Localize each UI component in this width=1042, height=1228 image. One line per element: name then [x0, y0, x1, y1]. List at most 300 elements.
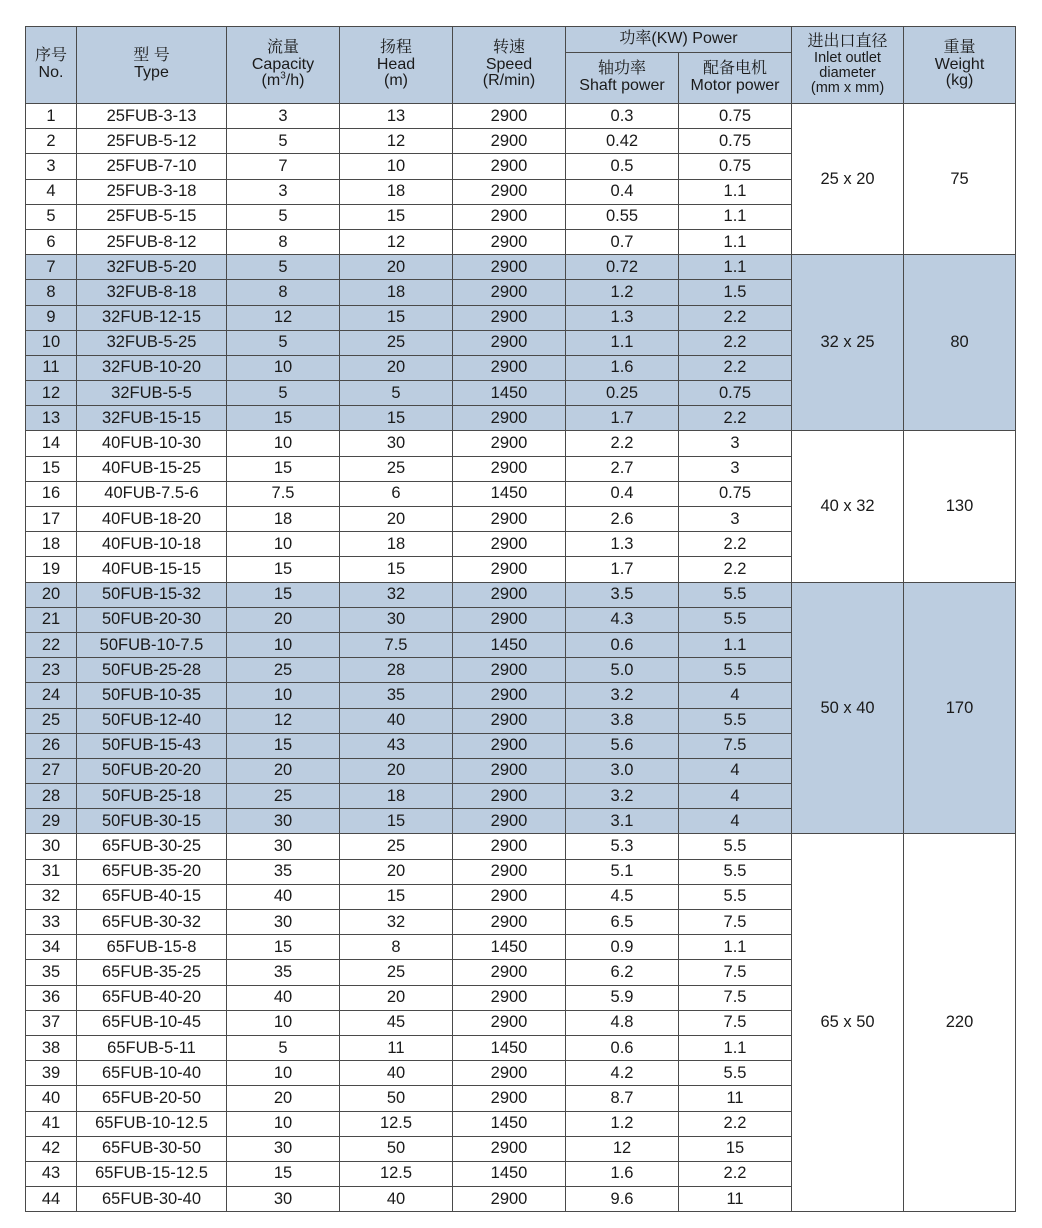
cell-motor-power: 5.5 — [679, 884, 792, 909]
cell-head: 40 — [340, 708, 453, 733]
cell-capacity: 40 — [227, 985, 340, 1010]
cell-speed: 1450 — [453, 632, 566, 657]
cell-shaft-power: 1.3 — [566, 532, 679, 557]
cell-shaft-power: 5.9 — [566, 985, 679, 1010]
cell-capacity: 10 — [227, 1111, 340, 1136]
cell-speed: 1450 — [453, 1111, 566, 1136]
cell-shaft-power: 0.4 — [566, 481, 679, 506]
cell-type: 65FUB-15-8 — [77, 935, 227, 960]
cell-speed: 2900 — [453, 456, 566, 481]
cell-speed: 2900 — [453, 532, 566, 557]
cell-capacity: 5 — [227, 255, 340, 280]
cell-speed: 2900 — [453, 330, 566, 355]
cell-motor-power: 7.5 — [679, 960, 792, 985]
cell-head: 28 — [340, 658, 453, 683]
cell-weight: 170 — [904, 582, 1016, 834]
cell-head: 50 — [340, 1086, 453, 1111]
cell-shaft-power: 2.6 — [566, 507, 679, 532]
cell-motor-power: 3 — [679, 431, 792, 456]
cell-head: 20 — [340, 507, 453, 532]
cell-speed: 2900 — [453, 229, 566, 254]
cell-shaft-power: 9.6 — [566, 1187, 679, 1212]
cell-capacity: 35 — [227, 859, 340, 884]
cell-motor-power: 4 — [679, 784, 792, 809]
cell-speed: 2900 — [453, 355, 566, 380]
cell-speed: 2900 — [453, 809, 566, 834]
cell-shaft-power: 0.3 — [566, 104, 679, 129]
cell-capacity: 20 — [227, 607, 340, 632]
cell-speed: 2900 — [453, 910, 566, 935]
cell-type: 32FUB-10-20 — [77, 355, 227, 380]
cell-no: 10 — [26, 330, 77, 355]
cell-shaft-power: 8.7 — [566, 1086, 679, 1111]
cell-capacity: 15 — [227, 1161, 340, 1186]
cell-speed: 2900 — [453, 758, 566, 783]
cell-capacity: 10 — [227, 632, 340, 657]
cell-capacity: 5 — [227, 1035, 340, 1060]
cell-shaft-power: 12 — [566, 1136, 679, 1161]
cell-type: 25FUB-8-12 — [77, 229, 227, 254]
cell-weight: 130 — [904, 431, 1016, 582]
cell-shaft-power: 2.7 — [566, 456, 679, 481]
cell-shaft-power: 0.9 — [566, 935, 679, 960]
cell-motor-power: 1.1 — [679, 204, 792, 229]
cell-capacity: 5 — [227, 330, 340, 355]
cell-speed: 2900 — [453, 507, 566, 532]
cell-type: 25FUB-5-12 — [77, 129, 227, 154]
cell-motor-power: 11 — [679, 1187, 792, 1212]
table-header — [26, 27, 1016, 104]
cell-head: 8 — [340, 935, 453, 960]
cell-no: 18 — [26, 532, 77, 557]
cell-type: 40FUB-10-18 — [77, 532, 227, 557]
cell-capacity: 3 — [227, 104, 340, 129]
cell-speed: 2900 — [453, 1086, 566, 1111]
cell-type: 65FUB-35-20 — [77, 859, 227, 884]
cell-speed: 2900 — [453, 658, 566, 683]
cell-head: 12.5 — [340, 1161, 453, 1186]
cell-speed: 2900 — [453, 557, 566, 582]
cell-no: 9 — [26, 305, 77, 330]
cell-type: 50FUB-30-15 — [77, 809, 227, 834]
cell-head: 30 — [340, 431, 453, 456]
cell-capacity: 30 — [227, 834, 340, 859]
cell-motor-power: 1.1 — [679, 935, 792, 960]
cell-shaft-power: 0.6 — [566, 1035, 679, 1060]
cell-head: 32 — [340, 910, 453, 935]
cell-capacity: 8 — [227, 280, 340, 305]
cell-capacity: 10 — [227, 1061, 340, 1086]
cell-motor-power: 1.1 — [679, 255, 792, 280]
cell-capacity: 10 — [227, 532, 340, 557]
cell-motor-power: 4 — [679, 758, 792, 783]
cell-speed: 2900 — [453, 305, 566, 330]
cell-head: 11 — [340, 1035, 453, 1060]
col-speed: 转速 Speed (R/min) — [453, 27, 566, 104]
cell-capacity: 15 — [227, 935, 340, 960]
cell-no: 29 — [26, 809, 77, 834]
cell-diameter: 65 x 50 — [792, 834, 904, 1212]
cell-shaft-power: 0.42 — [566, 129, 679, 154]
cell-shaft-power: 4.5 — [566, 884, 679, 909]
cell-head: 25 — [340, 330, 453, 355]
cell-speed: 2900 — [453, 280, 566, 305]
col-capacity: 流量 Capacity $(m^3/h)$ — [227, 27, 340, 104]
cell-motor-power: 7.5 — [679, 985, 792, 1010]
cell-capacity: 10 — [227, 1010, 340, 1035]
cell-type: 32FUB-5-5 — [77, 381, 227, 406]
cell-type: 32FUB-5-25 — [77, 330, 227, 355]
cell-shaft-power: 0.25 — [566, 381, 679, 406]
cell-motor-power: 5.5 — [679, 658, 792, 683]
cell-speed: 2900 — [453, 834, 566, 859]
cell-shaft-power: 3.2 — [566, 784, 679, 809]
cell-no: 40 — [26, 1086, 77, 1111]
table-row — [26, 834, 1016, 859]
cell-type: 40FUB-15-25 — [77, 456, 227, 481]
cell-motor-power: 3 — [679, 507, 792, 532]
cell-head: 6 — [340, 481, 453, 506]
cell-shaft-power: 0.6 — [566, 632, 679, 657]
cell-type: 32FUB-5-20 — [77, 255, 227, 280]
cell-speed: 2900 — [453, 708, 566, 733]
cell-head: 20 — [340, 859, 453, 884]
cell-head: 20 — [340, 985, 453, 1010]
cell-type: 32FUB-15-15 — [77, 406, 227, 431]
cell-shaft-power: 0.72 — [566, 255, 679, 280]
cell-shaft-power: 1.2 — [566, 280, 679, 305]
cell-motor-power: 4 — [679, 809, 792, 834]
cell-type: 50FUB-20-20 — [77, 758, 227, 783]
cell-no: 30 — [26, 834, 77, 859]
cell-motor-power: 11 — [679, 1086, 792, 1111]
cell-speed: 2900 — [453, 1010, 566, 1035]
cell-no: 20 — [26, 582, 77, 607]
cell-type: 25FUB-3-18 — [77, 179, 227, 204]
cell-type: 65FUB-5-11 — [77, 1035, 227, 1060]
cell-motor-power: 7.5 — [679, 910, 792, 935]
cell-shaft-power: 4.8 — [566, 1010, 679, 1035]
cell-motor-power: 0.75 — [679, 129, 792, 154]
cell-shaft-power: 6.5 — [566, 910, 679, 935]
cell-type: 65FUB-35-25 — [77, 960, 227, 985]
cell-motor-power: 0.75 — [679, 154, 792, 179]
cell-capacity: 40 — [227, 884, 340, 909]
cell-type: 65FUB-10-40 — [77, 1061, 227, 1086]
cell-motor-power: 2.2 — [679, 355, 792, 380]
cell-head: 18 — [340, 179, 453, 204]
cell-head: 25 — [340, 456, 453, 481]
cell-speed: 2900 — [453, 104, 566, 129]
cell-speed: 1450 — [453, 1035, 566, 1060]
cell-no: 39 — [26, 1061, 77, 1086]
cell-speed: 2900 — [453, 683, 566, 708]
table-row — [26, 582, 1016, 607]
cell-diameter: 50 x 40 — [792, 582, 904, 834]
cell-shaft-power: 3.1 — [566, 809, 679, 834]
cell-speed: 2900 — [453, 985, 566, 1010]
cell-no: 13 — [26, 406, 77, 431]
cell-no: 35 — [26, 960, 77, 985]
col-type: 型 号 Type — [77, 27, 227, 104]
cell-capacity: 15 — [227, 582, 340, 607]
cell-head: 10 — [340, 154, 453, 179]
cell-shaft-power: 4.2 — [566, 1061, 679, 1086]
cell-motor-power: 2.2 — [679, 305, 792, 330]
cell-no: 19 — [26, 557, 77, 582]
cell-motor-power: 5.5 — [679, 582, 792, 607]
cell-type: 32FUB-12-15 — [77, 305, 227, 330]
cell-motor-power: 15 — [679, 1136, 792, 1161]
cell-no: 44 — [26, 1187, 77, 1212]
cell-capacity: 25 — [227, 658, 340, 683]
cell-head: 30 — [340, 607, 453, 632]
cell-weight: 80 — [904, 255, 1016, 431]
cell-speed: 1450 — [453, 935, 566, 960]
cell-diameter: 40 x 32 — [792, 431, 904, 582]
cell-capacity: 35 — [227, 960, 340, 985]
col-motor-power: 配备电机 Motor power — [679, 53, 792, 104]
cell-head: 18 — [340, 280, 453, 305]
cell-motor-power: 0.75 — [679, 481, 792, 506]
cell-motor-power: 5.5 — [679, 708, 792, 733]
cell-capacity: 12 — [227, 305, 340, 330]
cell-speed: 1450 — [453, 481, 566, 506]
cell-no: 4 — [26, 179, 77, 204]
cell-shaft-power: 5.0 — [566, 658, 679, 683]
cell-no: 11 — [26, 355, 77, 380]
cell-no: 5 — [26, 204, 77, 229]
cell-no: 12 — [26, 381, 77, 406]
cell-head: 5 — [340, 381, 453, 406]
cell-capacity: 5 — [227, 129, 340, 154]
cell-no: 23 — [26, 658, 77, 683]
cell-type: 50FUB-10-7.5 — [77, 632, 227, 657]
cell-head: 35 — [340, 683, 453, 708]
cell-no: 28 — [26, 784, 77, 809]
cell-motor-power: 0.75 — [679, 381, 792, 406]
cell-motor-power: 7.5 — [679, 1010, 792, 1035]
cell-capacity: 15 — [227, 557, 340, 582]
cell-no: 25 — [26, 708, 77, 733]
cell-type: 65FUB-40-20 — [77, 985, 227, 1010]
cell-speed: 2900 — [453, 204, 566, 229]
cell-type: 50FUB-15-43 — [77, 733, 227, 758]
col-shaft-power: 轴功率 Shaft power — [566, 53, 679, 104]
cell-head: 45 — [340, 1010, 453, 1035]
cell-head: 13 — [340, 104, 453, 129]
cell-shaft-power: 1.6 — [566, 1161, 679, 1186]
cell-weight: 75 — [904, 104, 1016, 255]
cell-speed: 2900 — [453, 960, 566, 985]
cell-head: 50 — [340, 1136, 453, 1161]
cell-type: 50FUB-25-18 — [77, 784, 227, 809]
cell-head: 12.5 — [340, 1111, 453, 1136]
cell-speed: 2900 — [453, 154, 566, 179]
cell-motor-power: 2.2 — [679, 1111, 792, 1136]
cell-speed: 1450 — [453, 381, 566, 406]
cell-head: 40 — [340, 1061, 453, 1086]
cell-capacity: 12 — [227, 708, 340, 733]
cell-type: 50FUB-15-32 — [77, 582, 227, 607]
cell-motor-power: 0.75 — [679, 104, 792, 129]
cell-capacity: 15 — [227, 733, 340, 758]
cell-diameter: 25 x 20 — [792, 104, 904, 255]
cell-no: 15 — [26, 456, 77, 481]
cell-motor-power: 7.5 — [679, 733, 792, 758]
cell-head: 25 — [340, 834, 453, 859]
cell-motor-power: 2.2 — [679, 330, 792, 355]
cell-no: 37 — [26, 1010, 77, 1035]
cell-motor-power: 2.2 — [679, 557, 792, 582]
cell-no: 26 — [26, 733, 77, 758]
cell-no: 3 — [26, 154, 77, 179]
pump-spec-table — [25, 26, 1016, 1212]
cell-shaft-power: 3.0 — [566, 758, 679, 783]
cell-speed: 2900 — [453, 859, 566, 884]
cell-type: 65FUB-30-50 — [77, 1136, 227, 1161]
cell-speed: 2900 — [453, 129, 566, 154]
cell-shaft-power: 0.4 — [566, 179, 679, 204]
cell-head: 15 — [340, 305, 453, 330]
cell-speed: 2900 — [453, 1061, 566, 1086]
cell-speed: 2900 — [453, 1187, 566, 1212]
cell-type: 40FUB-10-30 — [77, 431, 227, 456]
cell-capacity: 30 — [227, 910, 340, 935]
cell-motor-power: 5.5 — [679, 834, 792, 859]
cell-motor-power: 3 — [679, 456, 792, 481]
cell-capacity: 5 — [227, 381, 340, 406]
cell-head: 12 — [340, 229, 453, 254]
cell-capacity: 10 — [227, 683, 340, 708]
cell-shaft-power: 1.7 — [566, 406, 679, 431]
cell-type: 65FUB-30-40 — [77, 1187, 227, 1212]
cell-capacity: 25 — [227, 784, 340, 809]
cell-capacity: 5 — [227, 204, 340, 229]
cell-type: 50FUB-25-28 — [77, 658, 227, 683]
cell-no: 36 — [26, 985, 77, 1010]
table-row — [26, 431, 1016, 456]
cell-motor-power: 5.5 — [679, 607, 792, 632]
table-body — [26, 104, 1016, 1212]
cell-no: 27 — [26, 758, 77, 783]
cell-type: 65FUB-30-25 — [77, 834, 227, 859]
cell-motor-power: 5.5 — [679, 1061, 792, 1086]
cell-type: 25FUB-7-10 — [77, 154, 227, 179]
cell-shaft-power: 0.7 — [566, 229, 679, 254]
cell-no: 24 — [26, 683, 77, 708]
cell-type: 32FUB-8-18 — [77, 280, 227, 305]
cell-no: 34 — [26, 935, 77, 960]
cell-no: 1 — [26, 104, 77, 129]
cell-speed: 2900 — [453, 733, 566, 758]
cell-motor-power: 2.2 — [679, 406, 792, 431]
cell-speed: 2900 — [453, 406, 566, 431]
cell-capacity: 18 — [227, 507, 340, 532]
col-no: 序号 No. — [26, 27, 77, 104]
cell-type: 40FUB-7.5-6 — [77, 481, 227, 506]
cell-no: 6 — [26, 229, 77, 254]
cell-head: 12 — [340, 129, 453, 154]
cell-shaft-power: 0.55 — [566, 204, 679, 229]
col-power-group: 功率(KW) Power — [566, 27, 792, 53]
cell-shaft-power: 1.3 — [566, 305, 679, 330]
cell-diameter: 32 x 25 — [792, 255, 904, 431]
cell-motor-power: 5.5 — [679, 859, 792, 884]
cell-no: 31 — [26, 859, 77, 884]
cell-capacity: 30 — [227, 809, 340, 834]
cell-motor-power: 1.5 — [679, 280, 792, 305]
cell-no: 43 — [26, 1161, 77, 1186]
cell-type: 65FUB-10-12.5 — [77, 1111, 227, 1136]
cell-type: 65FUB-20-50 — [77, 1086, 227, 1111]
cell-speed: 2900 — [453, 1136, 566, 1161]
cell-motor-power: 1.1 — [679, 179, 792, 204]
cell-no: 16 — [26, 481, 77, 506]
cell-shaft-power: 5.3 — [566, 834, 679, 859]
cell-shaft-power: 1.2 — [566, 1111, 679, 1136]
cell-shaft-power: 1.6 — [566, 355, 679, 380]
col-weight: 重量 Weight (kg) — [904, 27, 1016, 104]
cell-shaft-power: 5.6 — [566, 733, 679, 758]
cell-no: 8 — [26, 280, 77, 305]
cell-no: 42 — [26, 1136, 77, 1161]
cell-no: 38 — [26, 1035, 77, 1060]
cell-no: 7 — [26, 255, 77, 280]
cell-speed: 2900 — [453, 431, 566, 456]
cell-head: 15 — [340, 406, 453, 431]
cell-no: 32 — [26, 884, 77, 909]
cell-type: 65FUB-30-32 — [77, 910, 227, 935]
cell-type: 65FUB-40-15 — [77, 884, 227, 909]
cell-head: 32 — [340, 582, 453, 607]
cell-shaft-power: 3.5 — [566, 582, 679, 607]
cell-no: 14 — [26, 431, 77, 456]
cell-head: 18 — [340, 532, 453, 557]
cell-capacity: 30 — [227, 1136, 340, 1161]
cell-shaft-power: 0.5 — [566, 154, 679, 179]
cell-shaft-power: 6.2 — [566, 960, 679, 985]
cell-speed: 2900 — [453, 582, 566, 607]
cell-type: 25FUB-3-13 — [77, 104, 227, 129]
cell-capacity: 20 — [227, 1086, 340, 1111]
cell-speed: 1450 — [453, 1161, 566, 1186]
cell-capacity: 30 — [227, 1187, 340, 1212]
cell-no: 41 — [26, 1111, 77, 1136]
cell-shaft-power: 2.2 — [566, 431, 679, 456]
cell-type: 50FUB-20-30 — [77, 607, 227, 632]
cell-type: 50FUB-10-35 — [77, 683, 227, 708]
cell-shaft-power: 1.1 — [566, 330, 679, 355]
cell-head: 15 — [340, 204, 453, 229]
cell-motor-power: 4 — [679, 683, 792, 708]
cell-no: 17 — [26, 507, 77, 532]
cell-no: 2 — [26, 129, 77, 154]
cell-type: 65FUB-10-45 — [77, 1010, 227, 1035]
cell-speed: 2900 — [453, 884, 566, 909]
cell-head: 20 — [340, 355, 453, 380]
cell-motor-power: 2.2 — [679, 532, 792, 557]
cell-capacity: 15 — [227, 456, 340, 481]
cell-head: 43 — [340, 733, 453, 758]
cell-capacity: 7 — [227, 154, 340, 179]
cell-type: 40FUB-18-20 — [77, 507, 227, 532]
cell-head: 40 — [340, 1187, 453, 1212]
cell-capacity: 10 — [227, 431, 340, 456]
cell-no: 21 — [26, 607, 77, 632]
cell-shaft-power: 5.1 — [566, 859, 679, 884]
cell-capacity: 3 — [227, 179, 340, 204]
